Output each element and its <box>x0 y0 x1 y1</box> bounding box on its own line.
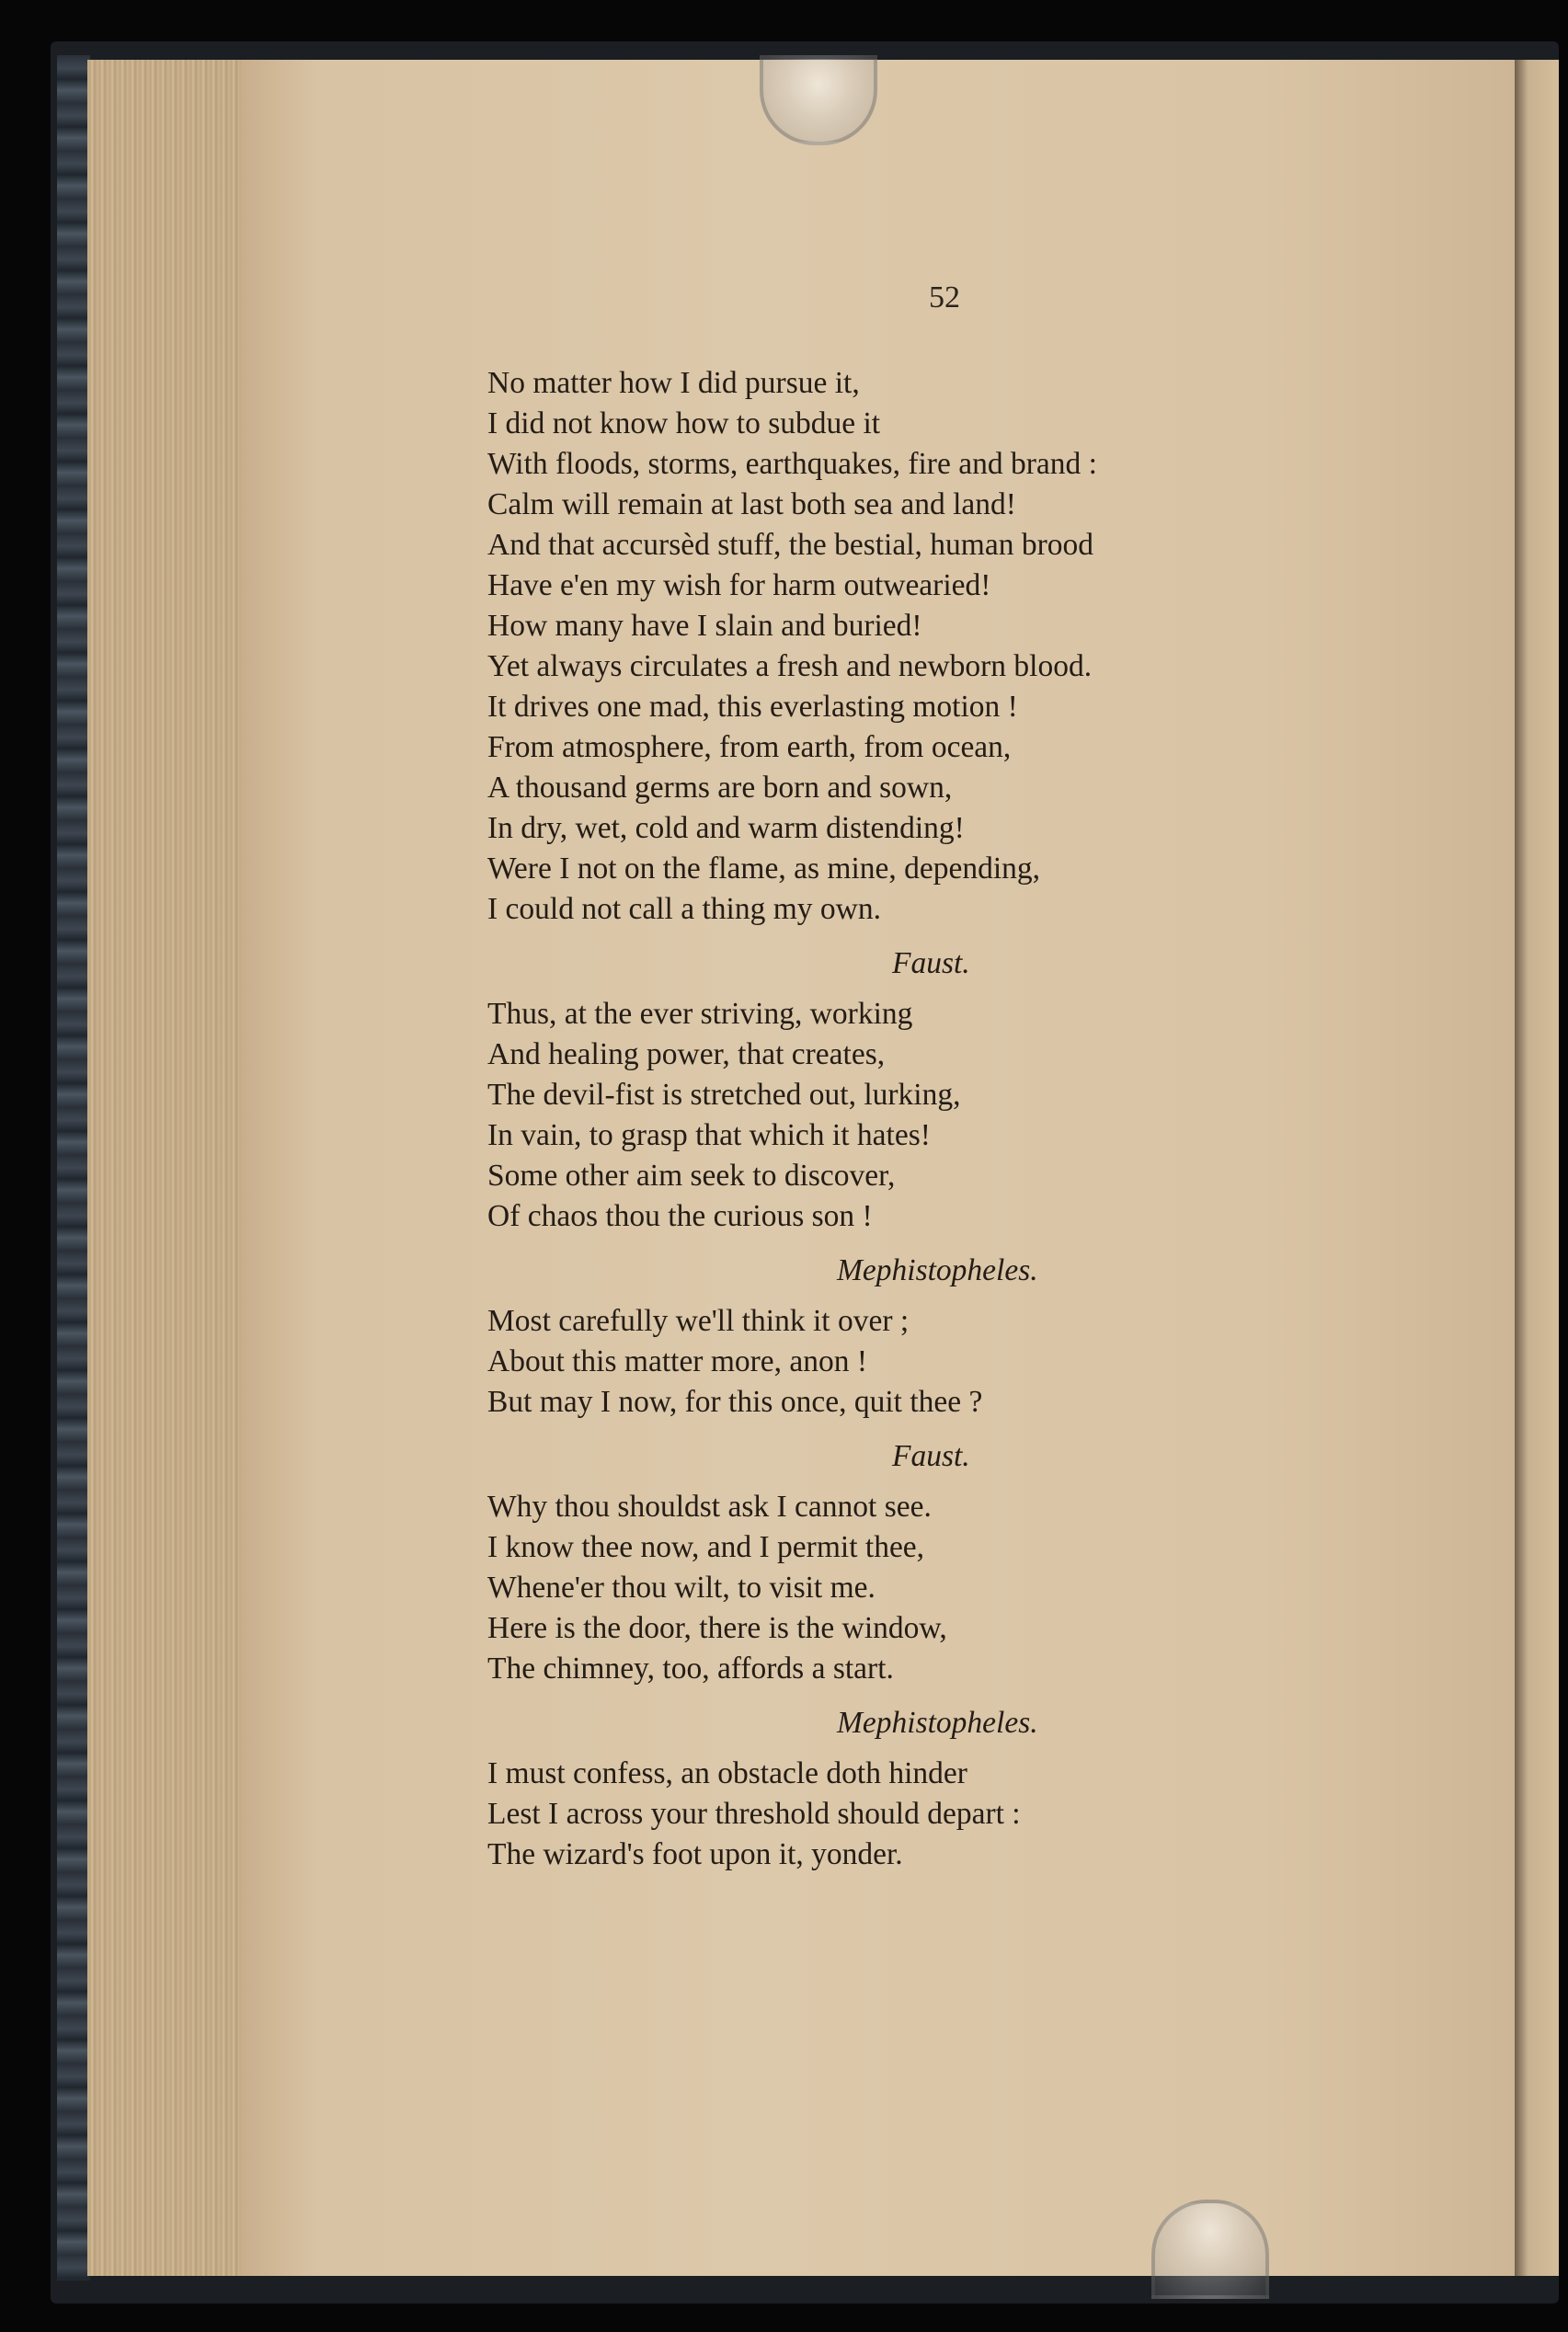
verse-line: In vain, to grasp that which it hates! <box>487 1118 931 1152</box>
verse-line: No matter how I did pursue it, <box>487 366 860 400</box>
verse-text <box>487 363 1453 1875</box>
verse-line: Have e'en my wish for harm outwearied! <box>487 568 991 602</box>
verse-line: But may I now, for this once, quit thee ? <box>487 1385 983 1419</box>
stanza-5 <box>487 1754 1453 1875</box>
verse-line: How many have I slain and buried! <box>487 609 922 643</box>
verse-line: In dry, wet, cold and warm distending! <box>487 811 965 845</box>
verse-line: Calm will remain at last both sea and land! <box>487 487 1016 521</box>
verse-line: Some other aim seek to discover, <box>487 1159 896 1193</box>
stanza-2 <box>487 994 1453 1237</box>
stanza-4 <box>487 1487 1453 1689</box>
verse-line: The chimney, too, affords a start. <box>487 1652 894 1686</box>
verse-line: Why thou shouldst ask I cannot see. <box>487 1490 932 1524</box>
page-edges <box>87 60 248 2276</box>
verse-line: I did not know how to subdue it <box>487 406 881 440</box>
verse-line: And that accursèd stuff, the bestial, human brood <box>487 528 1093 562</box>
verse-line: With floods, storms, earthquakes, fire and brand : <box>487 447 1097 481</box>
stanza-3 <box>487 1301 1453 1423</box>
verse-line: From atmosphere, from earth, from ocean, <box>487 730 1012 764</box>
speaker-name: Mephistopheles. <box>837 1706 1038 1740</box>
verse-line: Whene'er thou wilt, to visit me. <box>487 1571 876 1605</box>
marbled-endpaper <box>57 55 90 2281</box>
speaker-name: Mephistopheles. <box>837 1253 1038 1287</box>
verse-line: Of chaos thou the curious son ! <box>487 1199 873 1233</box>
verse-line: Most carefully we'll think it over ; <box>487 1304 910 1338</box>
stanza-1 <box>487 363 1453 930</box>
verse-line: Were I not on the flame, as mine, depending, <box>487 852 1041 886</box>
verse-line: Here is the door, there is the window, <box>487 1611 947 1645</box>
verse-line: The wizard's foot upon it, yonder. <box>487 1837 903 1871</box>
verse-line: Yet always circulates a fresh and newborn blood. <box>487 649 1093 683</box>
speaker-name: Faust. <box>892 946 970 980</box>
verse-line: And healing power, that creates, <box>487 1037 886 1071</box>
verse-line: I know thee now, and I permit thee, <box>487 1530 925 1564</box>
page-number: 52 <box>929 280 960 314</box>
facing-page-edge <box>1515 60 1559 2276</box>
verse-line: About this matter more, anon ! <box>487 1344 868 1378</box>
speaker-name: Faust. <box>892 1439 970 1473</box>
verse-line: I must confess, an obstacle doth hinder <box>487 1756 967 1790</box>
page-clip-bottom <box>1151 2200 1269 2299</box>
verse-line: Thus, at the ever striving, working <box>487 997 913 1031</box>
verse-line: I could not call a thing my own. <box>487 892 881 926</box>
verse-line: Lest I across your threshold should depart : <box>487 1797 1021 1831</box>
verse-line: The devil-fist is stretched out, lurking, <box>487 1078 961 1112</box>
verse-line: It drives one mad, this everlasting motion ! <box>487 690 1018 724</box>
verse-line: A thousand germs are born and sown, <box>487 771 953 805</box>
